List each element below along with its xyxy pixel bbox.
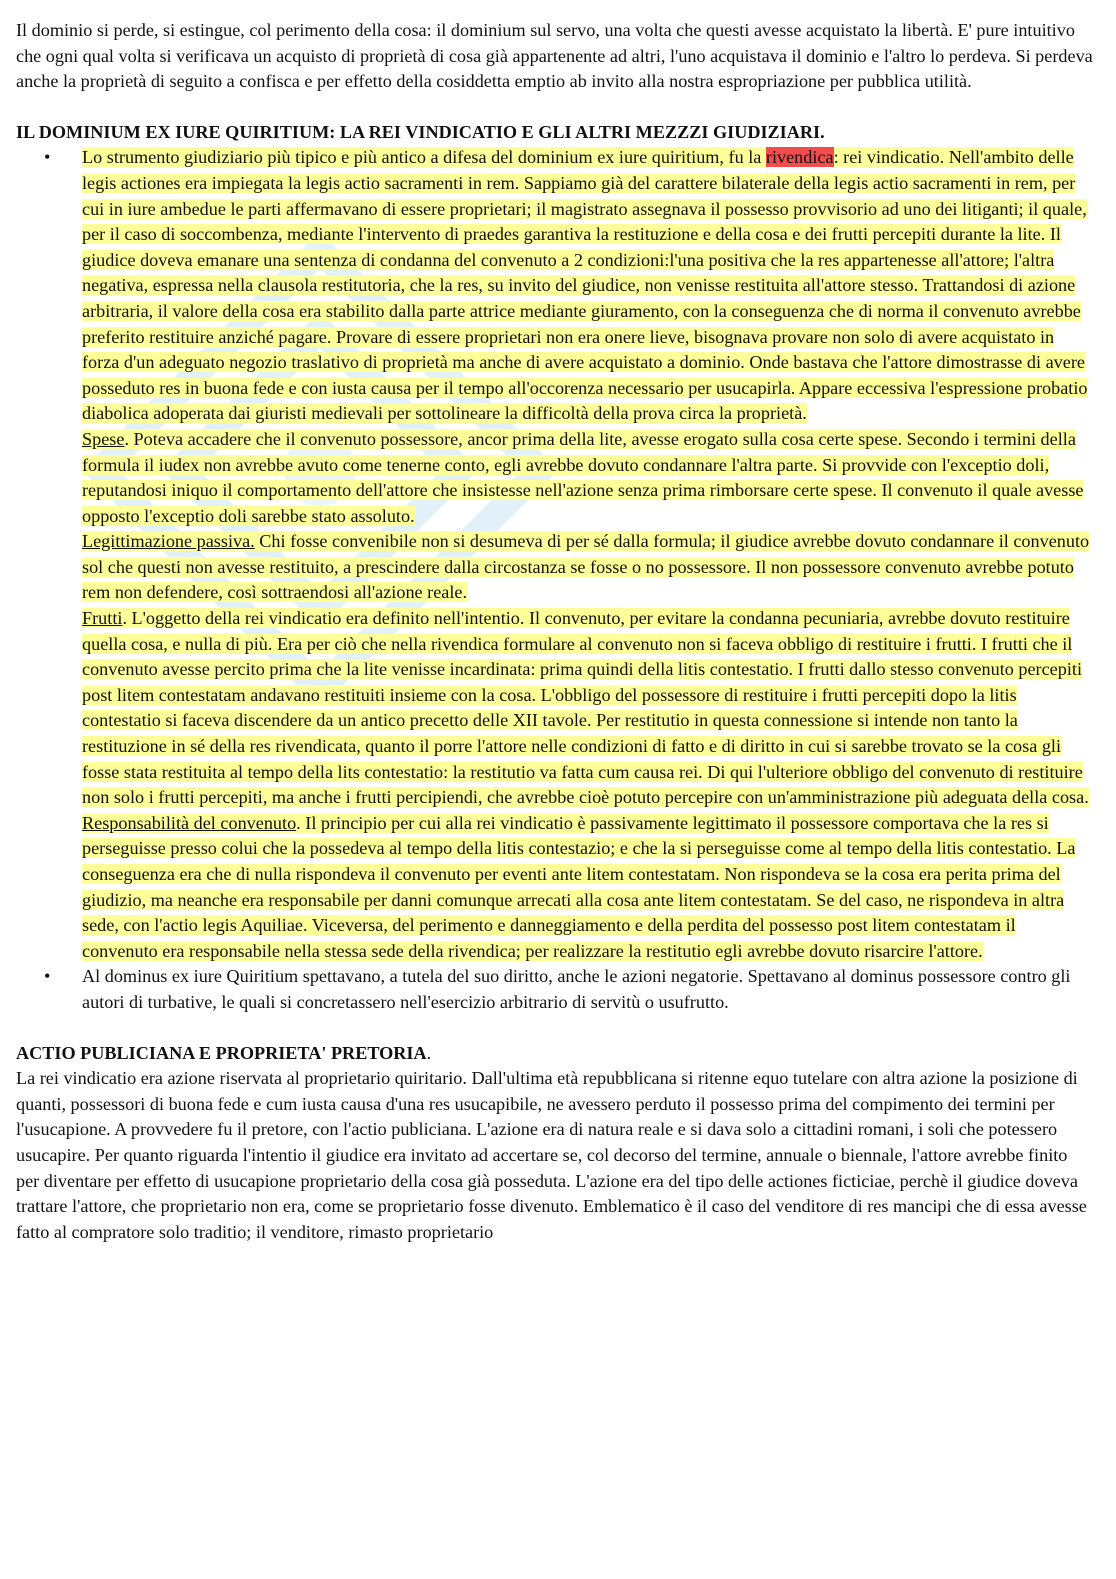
highlighted-paragraph [82,608,1089,807]
legittimazione-text: Chi fosse convenibile non si desumeva di per sé dalla formula; il giudice avrebbe dovuto condannare il convenuto sol che questi non avesse restituito, a prescindere dalla circostanza se fosse o no possessore. Il non possessore convenuto avrebbe potuto rem non defendere, così sottraendosi all'azione reale. [82,531,1090,603]
highlighted-paragraph [82,531,1089,602]
document-page [16,18,1094,1245]
azioni-negatorie-text: Al dominus ex iure Quiritium spettavano, a tutela del suo diritto, anche le azioni negatorie. Spettavano al dominus possessore contro gli autori di turbative, le quali si concretassero nell'esercizio arbitrario di servitù o usufrutto. [82,966,1071,1012]
red-highlighted-word: rivendica [765,147,834,168]
subheading-responsabilita: Responsabilità del convenuto [82,812,297,833]
subheading-legittimazione: Legittimazione passiva. [82,531,255,552]
rei-vindicatio-text-before: Lo strumento giudiziario più tipico e più antico a difesa del dominium ex iure quiritium, fu la [82,147,766,168]
responsabilita-text: . Il principio per cui alla rei vindicatio è passivamente legittimato il possessore comportava che la res si perseguisse presso colui che la possedeva al tempo della litis contestazio; e che la si perseguisse come al tempo della litis contestatio. La conseguenza era che di nulla rispondeva il convenuto per eventi ante litem contestatam. Non rispondeva se la cosa era perita prima del giudizio, ma neanche era responsabile per danni comunque arrecati alla cosa ante litem contestatam. Se del caso, ne rispondeva in altra sede, con l'actio legis Aquiliae. Viceversa, del perimento e danneggiamento e della perdita del possesso post litem contestatam il convenuto era responsabile nella stessa sede della rivendica; per realizzare la restitutio egli avrebbe dovuto risarcire l'attore. [82,812,1076,961]
bullet-list [16,145,1094,1015]
list-item [16,964,1094,1015]
highlighted-paragraph [82,813,1075,961]
highlighted-paragraph [82,429,1083,526]
subheading-frutti: Frutti [82,608,123,629]
spacer [16,1016,1094,1041]
highlighted-paragraph [82,147,1087,423]
section-heading-period: . [426,1042,432,1063]
spese-text: . Poteva accadere che il convenuto possessore, ancor prima della lite, avesse erogato sulla cosa certe spese. Secondo i termini della formula il iudex non avrebbe avuto come tenerne conto, egli avrebbe dovuto condannare l'altra parte. Si provvide con l'exceptio doli, reputandosi iniquo il comportamento dell'attore che insistesse nell'azione senza prima rimborsare certe spese. Il convenuto il quale avesse opposto l'exceptio doli sarebbe stato assoluto. [82,428,1084,526]
section-heading-actio-publiciana [16,1041,1094,1067]
frutti-text: . L'oggetto della rei vindicatio era definito nell'intentio. Il convenuto, per evitare la condanna pecuniaria, avrebbe dovuto restituire quella cosa, e nulla di più. Era per ciò che nella rivendica formulare al convenuto non si faceva obbligo di restituire i frutti. I frutti che il convenuto avesse percito prima che la lite venisse incardinata: prima quindi della litis contestatio. I frutti dallo stesso convenuto percepiti post litem contestatam andavano restituiti insieme con la cosa. L'obbligo del possessore di restituire i frutti percepiti dopo la litis contestatio si faceva discendere da un antico precetto delle XII tavole. Per restitutio in questa connessione si intende non tanto la restituzione in sé della res rivendicata, quanto il porre l'attore nelle condizioni di fatto e di diritto in cui si sarebbe trovato se la cosa gli fosse stata restituita al tempo della lits contestatio: la restitutio va fatta cum causa rei. Di qui l'ulteriore obbligo del convenuto di restituire non solo i frutti percepiti, ma anche i frutti percipiendi, che avrebbe cioè potuto percepire con un'amministrazione più adeguata della cosa. [82,608,1089,808]
actio-publiciana-paragraph: La rei vindicatio era azione riservata al proprietario quiritario. Dall'ultima età repubblicana si ritenne equo tutelare con altra azione la posizione di quanti, possessori di buona fede e cum iusta causa d'una res usucapibile, ne avessero perduto il possesso prima del compimento dei termini per l'usucapione. A provvedere fu il pretore, con l'actio publiciana. L'azione era di natura reale e si dava solo a cittadini romani, i soli che potessero usucapire. Per quanto riguarda l'intentio il giudice era invitato ad accertare se, col decorso del termine, annuale o biennale, l'attore avrebbe finito per diventare per effetto di usucapione proprietario della cosa già posseduta. L'azione era del tipo delle actiones ficticiae, perchè il giudice doveva trattare l'attore, che proprietario non era, come se proprietario fosse divenuto. Emblematico è il caso del venditore di res mancipi che di essa avesse fatto al compratore solo traditio; il venditore, rimasto proprietario [16,1068,1087,1242]
section-heading-text: ACTIO PUBLICIANA E PROPRIETA' PRETORIA [16,1042,427,1063]
bullet-icon: • [44,966,51,987]
bullet-icon: • [44,147,51,168]
spacer [16,95,1094,120]
rei-vindicatio-text-after: : rei vindicatio. Nell'ambito delle legis actiones era impiegata la legis actio sacramenti in rem. Sappiamo già del carattere bilaterale della legis actio sacramenti in rem, per cui in iure ambedue le parti affermavano di essere proprietari; il magistrato assegnava il possesso provvisorio ad uno dei litiganti; il quale, per il caso di soccombenza, mediante l'intervento di praedes garantiva la restituzione e della cosa e dei frutti percepiti durante la lite. Il giudice doveva emanare una sentenza di condanna del convenuto a 2 condizioni:l'una positiva che la res appartenesse all'attore; l'altra negativa, espressa nella clausola restitutoria, che la res, su invito del giudice, non venisse restituita all'attore stesso. Trattandosi di azione arbitraria, il valore della cosa era stabilito dalla parte attrice mediante giuramento, con la conseguenza che di norma il convenuto avrebbe preferito restituire anziché pagare. Provare di essere proprietari non era onere lieve, bisognava provare non solo di avere acquistato in forza d'un adeguato negozio traslativo di proprietà ma anche di avere acquistato a dominio. Onde bastava che l'attore dimostrasse di avere posseduto res in buona fede e con iusta causa per il tempo all'occorenza necessario per usucapirla. Appare eccessiva l'espressione probatio diabolica adoperata dai giuristi medievali per sottolineare la difficoltà della prova circa la proprietà. [82,147,1088,424]
subheading-spese: Spese [82,428,125,449]
list-item [16,145,1094,964]
section-heading-rei-vindicatio: IL DOMINIUM EX IURE QUIRITIUM: LA REI VINDICATIO E GLI ALTRI MEZZZI GIUDIZIARI. [16,121,825,142]
intro-paragraph: Il dominio si perde, si estingue, col perimento della cosa: il dominium sul servo, una volta che questi avesse acquistato la libertà. E' pure intuitivo che ogni qual volta si verificava un acquisto di proprietà di cosa già appartenente ad altri, l'uno acquistava il dominio e l'altro lo perdeva. Si perdeva anche la proprietà di seguito a confisca e per effetto della cosiddetta emptio ab invito alla nostra espropriazione per pubblica utilità. [16,20,1093,92]
